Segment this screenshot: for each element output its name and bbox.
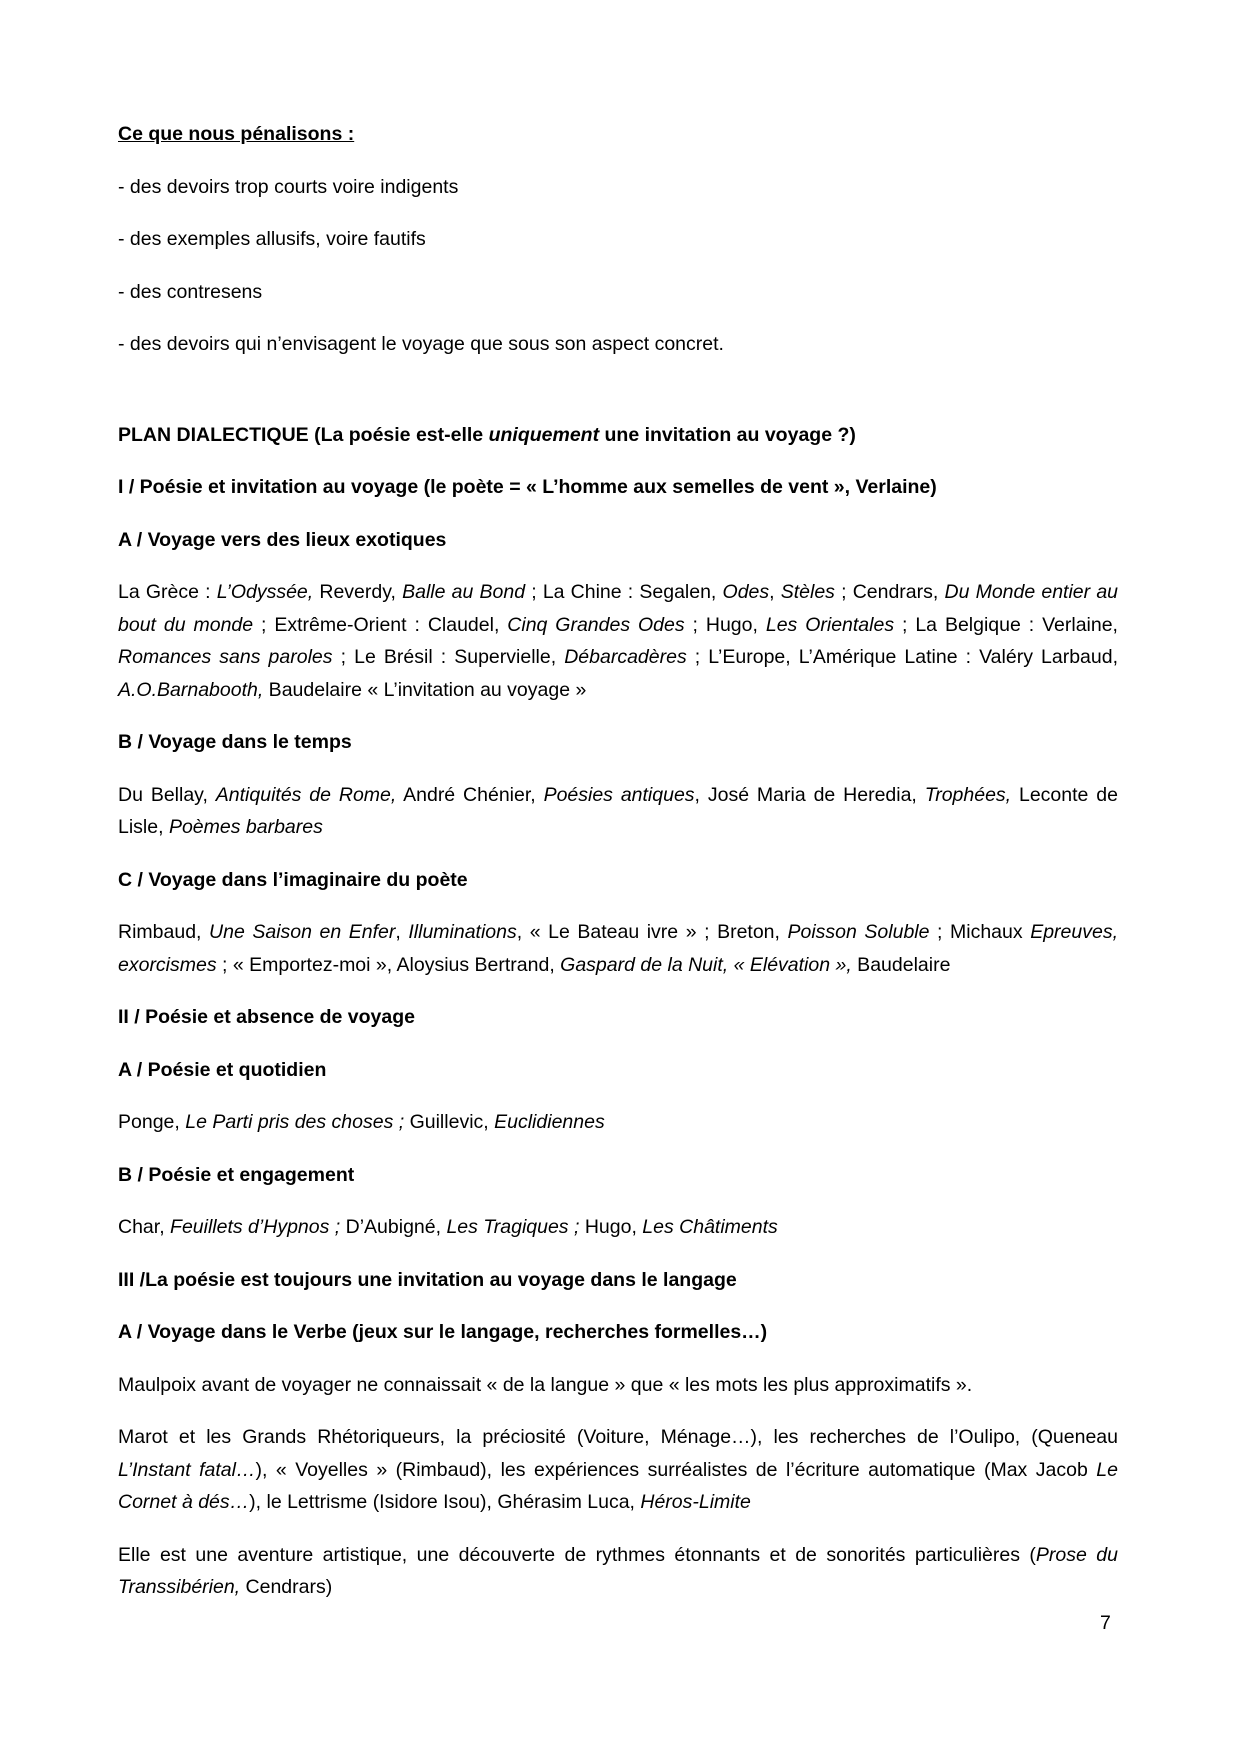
- section-2b-title: B / Poésie et engagement: [118, 1163, 355, 1186]
- text-run: Hugo,: [579, 1216, 643, 1238]
- text-run: ; Michaux: [929, 921, 1031, 943]
- text-run: ), « Voyelles » (Rimbaud), les expériences surréalistes de l’écriture automatique (Max Jacob: [255, 1458, 1097, 1481]
- work-title: Illuminations: [408, 921, 517, 943]
- work-title: Les Orientales: [765, 613, 895, 636]
- text-run: ; L’Europe, L’Amérique Latine : Valéry Larbaud,: [686, 646, 1119, 668]
- work-title: Du Monde entier au bout du monde: [118, 581, 1119, 636]
- work-title: Feuillets d’Hypnos ;: [170, 1216, 341, 1238]
- text-run: ), le Lettrisme (Isidore Isou), Ghérasim Luca,: [249, 1491, 641, 1513]
- section-1c-title: C / Voyage dans l’imaginaire du poète: [118, 868, 468, 891]
- bullet-4: - des devoirs qui n’envisagent le voyage que sous son aspect concret.: [118, 333, 724, 355]
- text-run: ; Le Brésil : Supervielle,: [332, 646, 565, 668]
- text-run: André Chénier,: [396, 783, 544, 806]
- text-run: Baudelaire « L’invitation au voyage »: [263, 678, 587, 701]
- section-1a-title: A / Voyage vers des lieux exotiques: [118, 528, 447, 551]
- text-run: Cendrars): [240, 1576, 333, 1598]
- text-run: Du Bellay,: [118, 783, 216, 806]
- bullet-2: - des exemples allusifs, voire fautifs: [118, 228, 426, 250]
- work-title: Les Tragiques ;: [446, 1216, 580, 1238]
- work-title: Le Cornet à dés…: [118, 1458, 1118, 1513]
- text-run: Rimbaud,: [118, 921, 210, 943]
- work-title: Poèmes barbares: [168, 816, 323, 838]
- text-run: ; Hugo,: [684, 613, 766, 636]
- work-title: Cinq Grandes Odes: [507, 613, 685, 636]
- work-title: L’Instant fatal…: [118, 1458, 256, 1481]
- work-title: Les Châtiments: [642, 1216, 778, 1238]
- work-title: Antiquités de Rome,: [215, 783, 397, 806]
- spacer: [118, 381, 1118, 419]
- work-title: Odes: [722, 581, 770, 603]
- plan-heading-em: uniquement: [488, 423, 600, 446]
- section-3a-para-3: [118, 1539, 1118, 1604]
- bullet-3: - des contresens: [118, 280, 263, 303]
- section-2a-body: [118, 1106, 1118, 1139]
- work-title: Débarcadères: [564, 646, 687, 668]
- work-title: Gaspard de la Nuit, « Elévation »,: [560, 953, 852, 976]
- page-number: 7: [1100, 1612, 1111, 1634]
- plan-heading-b: une invitation au voyage ?): [599, 423, 856, 446]
- section-2-title: II / Poésie et absence de voyage: [118, 1006, 415, 1028]
- work-title: Une Saison en Enfer: [209, 921, 396, 943]
- work-title: Le Parti pris des choses ;: [185, 1111, 405, 1133]
- work-title: Epreuves, exorcismes: [118, 921, 1118, 976]
- work-title: Stèles: [780, 581, 835, 603]
- text-run: Guillevic,: [404, 1111, 495, 1133]
- work-title: Romances sans paroles: [118, 646, 333, 668]
- work-title: Trophées,: [924, 783, 1012, 806]
- section-1c-body: [118, 916, 1118, 981]
- text-run: ; « Emportez-moi », Aloysius Bertrand,: [216, 953, 561, 976]
- text-run: , José Maria de Heredia,: [694, 783, 925, 806]
- work-title: Balle au Bond: [402, 581, 526, 603]
- work-title: L’Odyssée,: [216, 581, 314, 603]
- section-1-title: I / Poésie et invitation au voyage (le poète = « L’homme aux semelles de vent », Verlaine): [118, 476, 937, 498]
- text-run: La Grèce :: [118, 581, 217, 603]
- work-title: Poisson Soluble: [787, 921, 930, 943]
- work-title: A.O.Barnabooth,: [118, 678, 264, 701]
- text-run: Reverdy,: [313, 581, 403, 603]
- text-run: D’Aubigné,: [340, 1216, 447, 1238]
- work-title: Euclidiennes: [494, 1111, 605, 1133]
- text-run: Char,: [118, 1216, 171, 1238]
- section-2a-title: A / Poésie et quotidien: [118, 1058, 327, 1081]
- section-2b-body: [118, 1211, 1118, 1244]
- section-1a-body: [118, 576, 1118, 706]
- section-1b-body: [118, 779, 1118, 844]
- text-run: , « Le Bateau ivre » ; Breton,: [516, 921, 788, 943]
- text-run: ; Extrême-Orient : Claudel,: [253, 613, 508, 636]
- document-page: [118, 118, 1118, 1624]
- penalties-heading: Ce que nous pénalisons :: [118, 123, 355, 145]
- plan-heading: [118, 419, 1118, 452]
- text-run: Baudelaire: [851, 953, 951, 976]
- text-run: Elle est une aventure artistique, une découverte de rythmes étonnants et de sonorités particulières (: [118, 1543, 1036, 1566]
- text-run: ,: [395, 921, 409, 943]
- text-run: Marot et les Grands Rhétoriqueurs, la préciosité (Voiture, Ménage…), les recherches de l’Oulipo, (Queneau: [118, 1426, 1118, 1448]
- work-title: Prose du Transsibérien,: [118, 1543, 1118, 1598]
- plan-heading-a: PLAN DIALECTIQUE (La poésie est-elle: [118, 423, 489, 446]
- text-run: ,: [769, 581, 781, 603]
- section-3-title: III /La poésie est toujours une invitation au voyage dans le langage: [118, 1268, 737, 1291]
- text-run: ; Cendrars,: [834, 581, 945, 603]
- work-title: Héros-Limite: [640, 1491, 751, 1513]
- text-run: ; La Chine : Segalen,: [525, 581, 723, 603]
- text-run: ; La Belgique : Verlaine,: [894, 613, 1118, 636]
- section-3a-para-1: Maulpoix avant de voyager ne connaissait « de la langue » que « les mots les plus approximatifs ».: [118, 1373, 973, 1396]
- section-3a-title: A / Voyage dans le Verbe (jeux sur le langage, recherches formelles…): [118, 1321, 768, 1343]
- work-title: Poésies antiques: [543, 783, 695, 806]
- bullet-1: - des devoirs trop courts voire indigents: [118, 175, 459, 198]
- section-1b-title: B / Voyage dans le temps: [118, 731, 352, 753]
- section-3a-para-2: [118, 1421, 1118, 1519]
- text-run: Ponge,: [118, 1111, 186, 1133]
- text-run: Leconte de Lisle,: [118, 783, 1118, 838]
